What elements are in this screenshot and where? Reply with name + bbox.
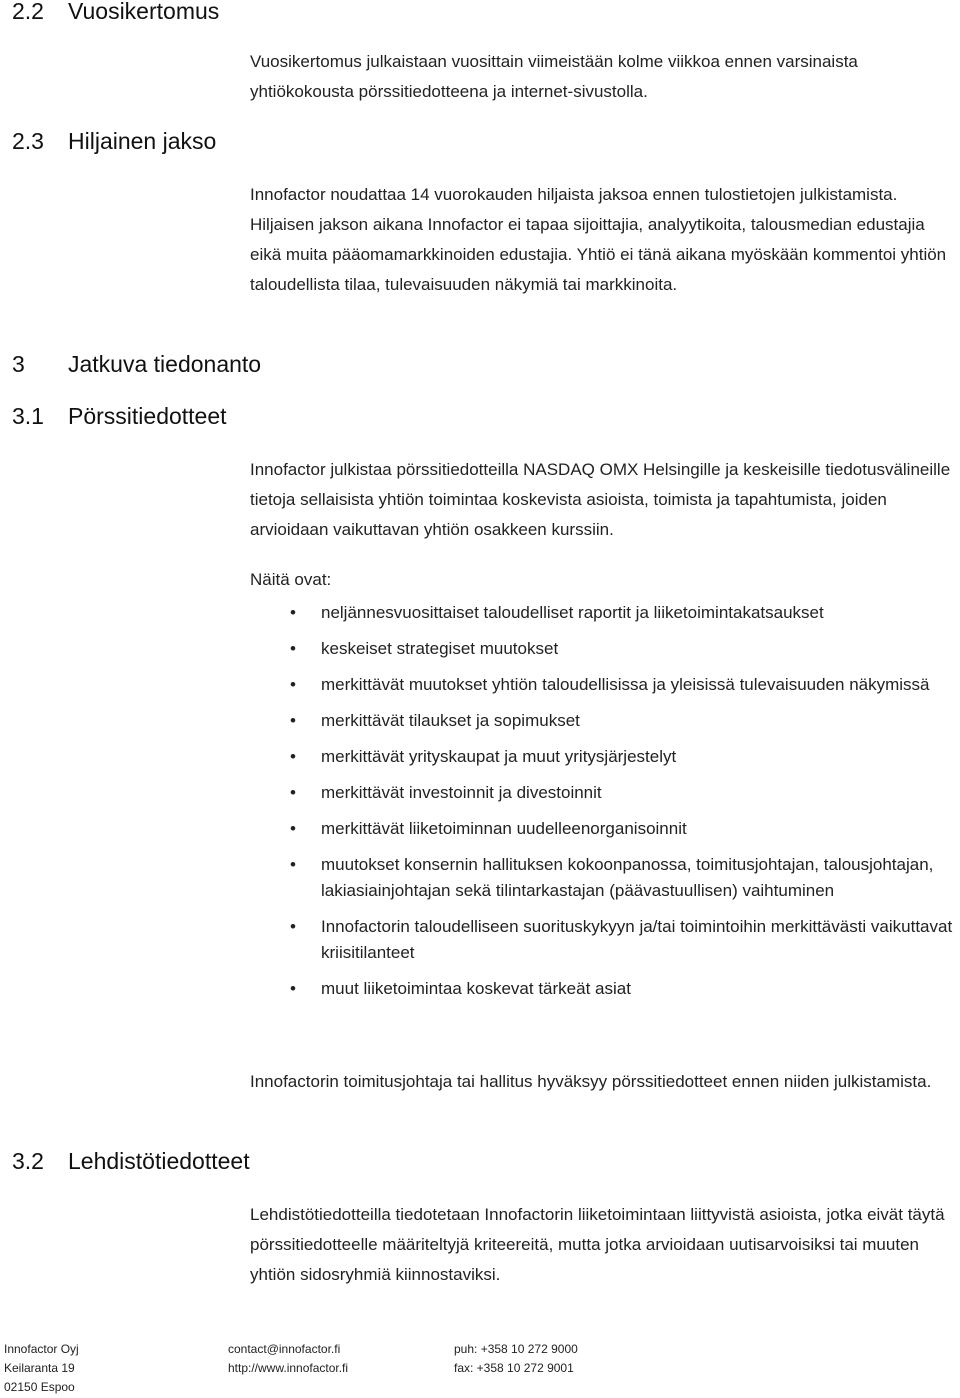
footer-street: Keilaranta 19 — [4, 1361, 75, 1375]
footer-phone-number: puh: +358 10 272 9000 — [454, 1342, 578, 1356]
footer-fax-number: fax: +358 10 272 9001 — [454, 1361, 574, 1375]
footer-city: 02150 Espoo — [4, 1380, 75, 1394]
heading-jatkuva-tiedonanto: 3 Jatkuva tiedonanto — [12, 351, 262, 377]
list-item: • muutokset konsernin hallituksen kokoonpanossa, toimitusjohtajan, talousjohtajan, lakiasiainjohtajan sekä tilintarkastajan (päävastuullisen) vaihtuminen — [250, 852, 956, 904]
heading-vuosikertomus: 2.2 Vuosikertomus — [12, 0, 220, 24]
paragraph-lehdistotiedotteet: Lehdistötiedotteilla tiedotetaan Innofactorin liiketoimintaan liittyvistä asioista, jotka eivät täytä pörssitiedotteelle määriteltyjä kriteereitä, mutta jotka arvioidaan uutisarvoisiksi tai muuten yhtiön sidosryhmiä kiinnostaviksi. — [250, 1205, 945, 1284]
heading-porssitiedotteet: 3.1 Pörssitiedotteet — [12, 403, 227, 429]
paragraph-vuosikertomus: Vuosikertomus julkaistaan vuosittain viimeistään kolme viikkoa ennen varsinaista yhtiökokousta pörssitiedotteena ja internet-sivustolla. — [250, 52, 858, 101]
footer-web-link[interactable]: http://www.innofactor.fi — [228, 1361, 349, 1375]
paragraph-naita-ovat: Näitä ovat: — [250, 570, 332, 589]
paragraph-porssitiedotteet: Innofactor julkistaa pörssitiedotteilla NASDAQ OMX Helsingille ja keskeisille tiedotusvälineille tietoja sellaisista yhtiön toimintaa koskevista asioista, toimista ja tapahtumista, joiden arvioidaan vaikuttavan yhtiön osakkeen kurssiin. — [250, 460, 951, 539]
list-item: • merkittävät yrityskaupat ja muut yritysjärjestelyt — [250, 744, 956, 770]
footer-email-link[interactable]: contact@innofactor.fi — [228, 1342, 341, 1356]
footer-address — [4, 1340, 79, 1397]
list-item: • Innofactorin taloudelliseen suorituskykyyn ja/tai toimintoihin merkittävästi vaikuttavat kriisitilanteet — [250, 914, 956, 966]
list-item: • merkittävät liiketoiminnan uudelleenorganisoinnit — [250, 816, 956, 842]
heading-lehdistotiedotteet: 3.2 Lehdistötiedotteet — [12, 1148, 250, 1174]
list-item: • keskeiset strategiset muutokset — [250, 636, 956, 662]
list-item: • merkittävät tilaukset ja sopimukset — [250, 708, 956, 734]
footer-phone — [454, 1340, 578, 1378]
bullet-list — [250, 600, 956, 1002]
paragraph-hiljainen-jakso: Innofactor noudattaa 14 vuorokauden hiljaista jaksoa ennen tulostietojen julkistamista. Hiljaisen jakson aikana Innofactor ei tapaa sijoittajia, analyytikoita, talousmedian edustajia eikä muita pääomamarkkinoiden edustajia. Yhtiö ei tänä aikana myöskään kommentoi yhtiön taloudellista tilaa, tulevaisuuden näkymiä tai markkinoita. — [250, 185, 947, 294]
list-item: • neljännesvuosittaiset taloudelliset raportit ja liiketoimintakatsaukset — [250, 600, 956, 626]
heading-hiljainen-jakso: 2.3 Hiljainen jakso — [12, 128, 217, 154]
list-item: • merkittävät muutokset yhtiön taloudellisissa ja yleisissä tulevaisuuden näkymissä — [250, 672, 956, 698]
footer-contact — [228, 1340, 348, 1378]
list-item: • muut liiketoimintaa koskevat tärkeät asiat — [250, 976, 956, 1002]
list-item: • merkittävät investoinnit ja divestoinnit — [250, 780, 956, 806]
paragraph-hyvaksynta: Innofactorin toimitusjohtaja tai hallitus hyväksyy pörssitiedotteet ennen niiden julkistamista. — [250, 1072, 932, 1091]
footer-company: Innofactor Oyj — [4, 1342, 79, 1356]
